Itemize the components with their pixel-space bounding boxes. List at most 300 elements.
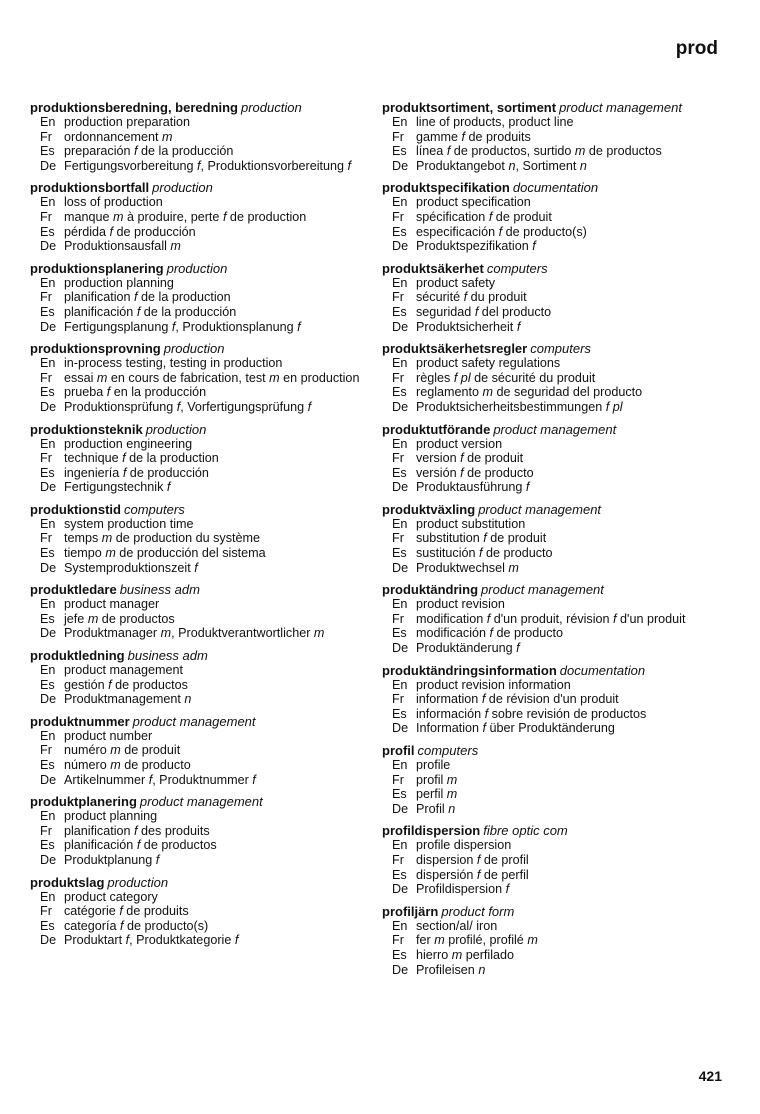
translation-line bbox=[382, 239, 712, 254]
translation-text: de produit bbox=[486, 531, 547, 546]
translation-text: planificación bbox=[64, 304, 137, 319]
translation-line bbox=[382, 626, 712, 641]
translation-line bbox=[30, 919, 362, 934]
translation-text: Produktionsausfall bbox=[64, 239, 171, 254]
translation-text: jefe bbox=[64, 611, 88, 626]
translation-line bbox=[30, 356, 362, 371]
subject-field: production bbox=[166, 260, 228, 276]
translation-text: à produire, perte bbox=[123, 209, 223, 224]
grammatical-gender: f bbox=[483, 531, 487, 546]
translation-text: tiempo bbox=[64, 546, 106, 561]
headword: produktplanering bbox=[30, 794, 137, 810]
translation-text: product substitution bbox=[416, 516, 526, 531]
dictionary-entry bbox=[382, 582, 712, 655]
translation-text: de révision d'un produit bbox=[485, 692, 619, 707]
translation-text: line of products, product line bbox=[416, 115, 574, 129]
language-code: En bbox=[40, 436, 56, 451]
translation-text: perfilado bbox=[462, 947, 515, 962]
grammatical-gender: f bbox=[108, 677, 112, 692]
entry-headline bbox=[382, 663, 712, 678]
grammatical-gender: f bbox=[134, 290, 138, 305]
translation-text: product planning bbox=[64, 809, 158, 824]
translation-line bbox=[30, 290, 362, 305]
translation-text: spécification bbox=[416, 209, 489, 224]
entry-headline bbox=[382, 341, 712, 356]
translation-text: modification bbox=[416, 611, 487, 626]
language-code: Es bbox=[40, 224, 55, 239]
language-code: Es bbox=[392, 706, 407, 721]
headword: produktionsplanering bbox=[30, 260, 164, 276]
language-code: Fr bbox=[392, 531, 404, 546]
grammatical-gender: m bbox=[269, 370, 280, 385]
guide-word: prod bbox=[675, 38, 718, 59]
translation-text: hierro bbox=[416, 947, 452, 962]
translation-text: de la production bbox=[137, 290, 231, 305]
translation-line bbox=[382, 305, 712, 320]
translation-line bbox=[382, 561, 712, 576]
translation-line bbox=[382, 320, 712, 335]
translation-text: profile bbox=[416, 758, 451, 772]
translation-text: de la producción bbox=[140, 304, 237, 319]
subject-field: computers bbox=[124, 501, 185, 517]
translation-line bbox=[382, 195, 712, 210]
language-code: Fr bbox=[40, 743, 52, 758]
language-code: En bbox=[40, 663, 56, 678]
translation-line bbox=[382, 437, 712, 452]
language-code: De bbox=[392, 882, 409, 897]
language-code: De bbox=[392, 480, 409, 495]
translation-line bbox=[30, 517, 362, 532]
translation-text: Produktmanagement bbox=[64, 692, 185, 707]
grammatical-gender: m bbox=[508, 560, 519, 575]
grammatical-gender: m bbox=[451, 947, 463, 962]
language-code: De bbox=[40, 239, 57, 254]
grammatical-gender: n bbox=[579, 158, 587, 173]
grammatical-gender: n bbox=[508, 158, 516, 173]
language-code: De bbox=[40, 480, 57, 495]
language-code: De bbox=[392, 721, 409, 736]
translation-line bbox=[30, 159, 362, 174]
subject-field: computers bbox=[417, 743, 479, 758]
grammatical-gender: m bbox=[313, 626, 325, 641]
grammatical-gender: n bbox=[184, 692, 192, 707]
headword: produktionsberedning, beredning bbox=[30, 100, 238, 115]
language-code: En bbox=[392, 115, 408, 129]
translation-line bbox=[382, 963, 712, 978]
translation-text: product revision bbox=[416, 597, 505, 612]
translation-line bbox=[30, 371, 362, 386]
translation-text: ordonnancement bbox=[64, 129, 163, 144]
language-code: Es bbox=[392, 626, 407, 641]
dictionary-entry bbox=[30, 180, 362, 253]
grammatical-gender: f bbox=[155, 852, 160, 867]
translation-text: información bbox=[416, 706, 485, 721]
subject-field: product management bbox=[559, 100, 682, 115]
language-code: Fr bbox=[40, 209, 52, 224]
translation-line bbox=[30, 480, 362, 495]
language-code: Fr bbox=[392, 370, 404, 385]
translation-line bbox=[382, 838, 712, 853]
translation-text: product safety bbox=[416, 275, 496, 290]
translation-text: product specification bbox=[416, 195, 531, 210]
translation-text: catégorie bbox=[64, 904, 120, 919]
translation-text: de produit bbox=[120, 743, 181, 758]
dictionary-entry bbox=[382, 180, 712, 253]
translation-line bbox=[382, 290, 712, 305]
translation-text: profilé, profilé bbox=[444, 933, 528, 948]
language-code: De bbox=[40, 319, 57, 334]
translation-text: ingeniería bbox=[64, 465, 123, 480]
grammatical-gender: f bbox=[481, 692, 486, 707]
dictionary-entry bbox=[382, 261, 712, 334]
entry-headline bbox=[30, 582, 362, 597]
translation-line bbox=[382, 531, 712, 546]
translation-text: product manager bbox=[64, 597, 160, 612]
right-column bbox=[382, 100, 712, 984]
language-code: En bbox=[392, 516, 408, 531]
translation-text: de la production bbox=[125, 451, 219, 466]
translation-text: de sécurité du produit bbox=[470, 370, 596, 385]
translation-text: Systemproduktionszeit bbox=[64, 560, 195, 575]
language-code: En bbox=[40, 597, 56, 612]
translation-text: de producto bbox=[463, 465, 534, 480]
translation-text: product version bbox=[416, 436, 503, 451]
subject-field: production bbox=[163, 341, 225, 357]
subject-field: product management bbox=[481, 582, 604, 598]
translation-text: Produktsicherheitsbestimmungen bbox=[416, 399, 606, 414]
translation-line bbox=[30, 546, 362, 561]
translation-line bbox=[30, 276, 362, 291]
grammatical-gender: f bbox=[122, 465, 127, 480]
language-code: Fr bbox=[392, 209, 404, 224]
dictionary-entry bbox=[382, 422, 712, 495]
translation-line bbox=[30, 809, 362, 824]
language-code: Es bbox=[40, 546, 55, 561]
grammatical-gender: f bbox=[222, 209, 227, 224]
subject-field: documentation bbox=[512, 180, 599, 196]
translation-text: Produktmanager bbox=[64, 626, 161, 641]
headword: produktnummer bbox=[30, 713, 130, 729]
language-code: Fr bbox=[392, 933, 404, 948]
grammatical-gender: m bbox=[110, 758, 121, 772]
translation-line bbox=[30, 195, 362, 210]
translation-text: d'un produit bbox=[616, 611, 686, 626]
translation-text: production planning bbox=[64, 275, 174, 290]
language-code: Fr bbox=[392, 772, 404, 787]
entry-headline bbox=[382, 261, 712, 276]
grammatical-gender: f bbox=[476, 867, 481, 882]
translation-text: de producto(s) bbox=[502, 224, 587, 239]
translation-text: Produktänderung bbox=[416, 641, 517, 656]
subject-field: computers bbox=[486, 260, 548, 276]
translation-line bbox=[30, 758, 362, 773]
language-code: En bbox=[40, 516, 56, 531]
grammatical-gender: m bbox=[482, 385, 494, 400]
language-code: De bbox=[392, 560, 409, 575]
translation-text: de productos, surtido bbox=[450, 144, 575, 159]
language-code: Fr bbox=[392, 852, 404, 867]
translation-text: product number bbox=[64, 728, 153, 743]
entry-headline bbox=[382, 823, 712, 838]
translation-line bbox=[382, 130, 712, 145]
grammatical-gender: f bbox=[460, 451, 464, 466]
language-code: Fr bbox=[392, 290, 404, 305]
translation-line bbox=[30, 933, 362, 948]
translation-text: version bbox=[416, 451, 461, 466]
translation-line bbox=[30, 115, 362, 130]
translation-text: Profildispersion bbox=[416, 882, 506, 897]
translation-text: de producción del sistema bbox=[115, 546, 266, 561]
language-code: En bbox=[392, 838, 408, 853]
language-code: Es bbox=[40, 144, 55, 159]
language-code: En bbox=[40, 809, 56, 824]
dictionary-entry bbox=[382, 100, 712, 173]
translation-text: prueba bbox=[64, 385, 107, 400]
grammatical-gender: f bbox=[461, 129, 465, 144]
translation-text: seguridad bbox=[416, 304, 475, 319]
translation-text: Produktionsprüfung bbox=[64, 399, 177, 414]
grammatical-gender: f bbox=[176, 399, 181, 414]
entry-headline bbox=[30, 341, 362, 356]
entry-headline bbox=[382, 502, 712, 517]
grammatical-gender: f bbox=[136, 304, 141, 319]
translation-text: profil bbox=[416, 772, 447, 787]
translation-text: sécurité bbox=[416, 290, 464, 305]
headword: profildispersion bbox=[382, 823, 481, 839]
headword: produktspecifikation bbox=[382, 180, 510, 196]
translation-text: über Produktänderung bbox=[486, 721, 615, 736]
subject-field: product management bbox=[139, 794, 263, 810]
grammatical-gender: f bbox=[297, 319, 301, 334]
translation-text: reglamento bbox=[416, 385, 483, 400]
headword: produktionstid bbox=[30, 501, 121, 517]
grammatical-gender: m bbox=[446, 772, 458, 787]
subject-field: product form bbox=[441, 903, 515, 919]
language-code: Es bbox=[392, 947, 407, 962]
translation-line bbox=[30, 853, 362, 868]
grammatical-gender: m bbox=[160, 626, 172, 641]
translation-line bbox=[30, 130, 362, 145]
dictionary-entry bbox=[30, 422, 362, 495]
grammatical-gender: f bbox=[120, 918, 124, 933]
translation-line bbox=[382, 853, 712, 868]
translation-text: dispersion bbox=[416, 852, 477, 867]
translation-line bbox=[382, 159, 712, 174]
translation-text: preparación bbox=[64, 144, 135, 159]
subject-field: product management bbox=[132, 713, 256, 729]
entry-headline bbox=[382, 422, 712, 437]
grammatical-gender: f bbox=[463, 290, 468, 305]
translation-text: temps bbox=[64, 531, 102, 546]
entry-headline bbox=[382, 582, 712, 597]
language-code: En bbox=[40, 728, 56, 743]
translation-line bbox=[30, 838, 362, 853]
headword: produktionsprovning bbox=[30, 341, 161, 357]
grammatical-gender: n bbox=[478, 962, 486, 977]
translation-text: de profil bbox=[480, 852, 529, 867]
translation-line bbox=[382, 225, 712, 240]
language-code: Es bbox=[392, 787, 407, 802]
translation-text: de producto bbox=[493, 626, 564, 641]
entry-headline bbox=[382, 180, 712, 195]
language-code: En bbox=[392, 195, 408, 210]
translation-text: des produits bbox=[137, 823, 210, 838]
translation-line bbox=[30, 773, 362, 788]
translation-line bbox=[30, 144, 362, 159]
translation-line bbox=[382, 758, 712, 773]
translation-text: in-process testing, testing in production bbox=[64, 356, 283, 371]
dictionary-entry bbox=[30, 341, 362, 414]
translation-text: , Produktionsvorbereitung bbox=[200, 158, 348, 173]
translation-text: de produits bbox=[122, 904, 189, 919]
grammatical-gender: f bbox=[136, 838, 141, 853]
translation-line bbox=[382, 371, 712, 386]
language-code: Es bbox=[392, 304, 407, 319]
translation-text: planificación bbox=[64, 838, 137, 853]
headword: produktändring bbox=[382, 582, 479, 598]
entry-headline bbox=[30, 648, 362, 663]
translation-text: Produktangebot bbox=[416, 158, 509, 173]
translation-line bbox=[30, 400, 362, 415]
translation-line bbox=[382, 773, 712, 788]
subject-field: fibre optic com bbox=[483, 823, 568, 839]
grammatical-gender: f bbox=[106, 385, 111, 400]
language-code: Fr bbox=[40, 129, 52, 144]
translation-text: gamme bbox=[416, 129, 462, 144]
language-code: Fr bbox=[392, 692, 404, 707]
translation-line bbox=[30, 743, 362, 758]
language-code: En bbox=[392, 436, 408, 451]
grammatical-gender: f bbox=[489, 626, 493, 641]
translation-text: fer bbox=[416, 933, 435, 948]
language-code: En bbox=[40, 275, 56, 290]
headword: profil bbox=[382, 743, 415, 758]
translation-text: loss of production bbox=[64, 195, 163, 210]
dictionary-entry bbox=[382, 823, 712, 896]
translation-text: sobre revisión de productos bbox=[488, 706, 647, 721]
translation-text: Fertigungsvorbereitung bbox=[64, 158, 198, 173]
language-code: De bbox=[40, 933, 57, 948]
translation-line bbox=[382, 882, 712, 897]
translation-text: Produktplanung bbox=[64, 852, 156, 867]
translation-text: de productos bbox=[585, 144, 662, 159]
translation-text: Produktart bbox=[64, 933, 126, 948]
translation-text: del producto bbox=[478, 304, 552, 319]
dictionary-entry bbox=[30, 502, 362, 575]
translation-text: numéro bbox=[64, 743, 111, 758]
translation-text: , Produktverantwortlicher bbox=[171, 626, 314, 641]
dictionary-entry bbox=[30, 582, 362, 641]
language-code: Es bbox=[392, 144, 407, 159]
translation-text: en cours de fabrication, test bbox=[107, 370, 270, 385]
grammatical-gender: f bbox=[446, 144, 451, 159]
translation-line bbox=[382, 641, 712, 656]
grammatical-gender: f bbox=[148, 772, 153, 787]
language-code: En bbox=[40, 115, 56, 129]
translation-line bbox=[30, 663, 362, 678]
translation-line bbox=[382, 933, 712, 948]
subject-field: product management bbox=[493, 421, 617, 437]
grammatical-gender: m bbox=[101, 531, 113, 546]
grammatical-gender: f bbox=[505, 882, 510, 897]
headword: produktsortiment, sortiment bbox=[382, 100, 557, 115]
entry-headline bbox=[30, 422, 362, 437]
language-code: En bbox=[392, 597, 408, 612]
grammatical-gender: m bbox=[113, 209, 124, 224]
translation-line bbox=[382, 802, 712, 817]
translation-line bbox=[30, 210, 362, 225]
translation-text: , Sortiment bbox=[515, 158, 580, 173]
translation-line bbox=[30, 678, 362, 693]
headword: produktutförande bbox=[382, 421, 491, 437]
translation-text: Produktspezifikation bbox=[416, 239, 533, 254]
grammatical-gender: f bbox=[194, 560, 198, 575]
entry-headline bbox=[30, 502, 362, 517]
translation-line bbox=[30, 437, 362, 452]
grammatical-gender: f bbox=[134, 823, 138, 838]
translation-text: versión bbox=[416, 465, 461, 480]
subject-field: production bbox=[107, 874, 169, 890]
subject-field: documentation bbox=[559, 662, 646, 678]
language-code: De bbox=[392, 641, 409, 656]
grammatical-gender: m bbox=[162, 129, 173, 144]
language-code: Es bbox=[40, 918, 55, 933]
dictionary-entry bbox=[30, 648, 362, 707]
translation-text: planification bbox=[64, 290, 135, 305]
translation-line bbox=[30, 612, 362, 627]
translation-text: de production bbox=[226, 209, 307, 224]
entry-headline bbox=[30, 180, 362, 195]
translation-text: du produit bbox=[467, 290, 527, 305]
translation-text: Produktwechsel bbox=[416, 560, 509, 575]
translation-text: de producto bbox=[482, 546, 553, 561]
translation-text: , Vorfertigungsprüfung bbox=[180, 399, 308, 414]
translation-line bbox=[382, 115, 712, 130]
translation-line bbox=[382, 451, 712, 466]
translation-text: categoría bbox=[64, 918, 121, 933]
language-code: De bbox=[40, 560, 57, 575]
subject-field: business adm bbox=[119, 582, 200, 598]
translation-line bbox=[30, 692, 362, 707]
grammatical-gender: m bbox=[527, 933, 538, 948]
translation-text: de productos bbox=[140, 838, 217, 853]
grammatical-gender: m bbox=[96, 370, 108, 385]
grammatical-gender: f pl bbox=[605, 399, 623, 414]
language-code: Es bbox=[392, 385, 407, 400]
left-column bbox=[30, 100, 362, 955]
grammatical-gender: f bbox=[460, 465, 464, 480]
translation-text: de producto(s) bbox=[123, 918, 209, 933]
translation-text: profile dispersion bbox=[416, 838, 512, 853]
entry-headline bbox=[30, 714, 362, 729]
grammatical-gender: f bbox=[486, 611, 491, 626]
translation-text: de produit bbox=[463, 451, 524, 466]
language-code: Es bbox=[392, 867, 407, 882]
grammatical-gender: m bbox=[434, 933, 445, 948]
grammatical-gender: f bbox=[307, 399, 312, 414]
entry-headline bbox=[382, 100, 712, 115]
translation-text: número bbox=[64, 758, 111, 772]
language-code: De bbox=[392, 319, 409, 334]
translation-line bbox=[30, 597, 362, 612]
grammatical-gender: f bbox=[476, 852, 481, 867]
language-code: De bbox=[40, 626, 57, 641]
dictionary-entry bbox=[30, 875, 362, 948]
language-code: En bbox=[40, 356, 56, 371]
translation-text: gestión bbox=[64, 677, 109, 692]
translation-text: règles bbox=[416, 370, 454, 385]
translation-line bbox=[30, 626, 362, 641]
